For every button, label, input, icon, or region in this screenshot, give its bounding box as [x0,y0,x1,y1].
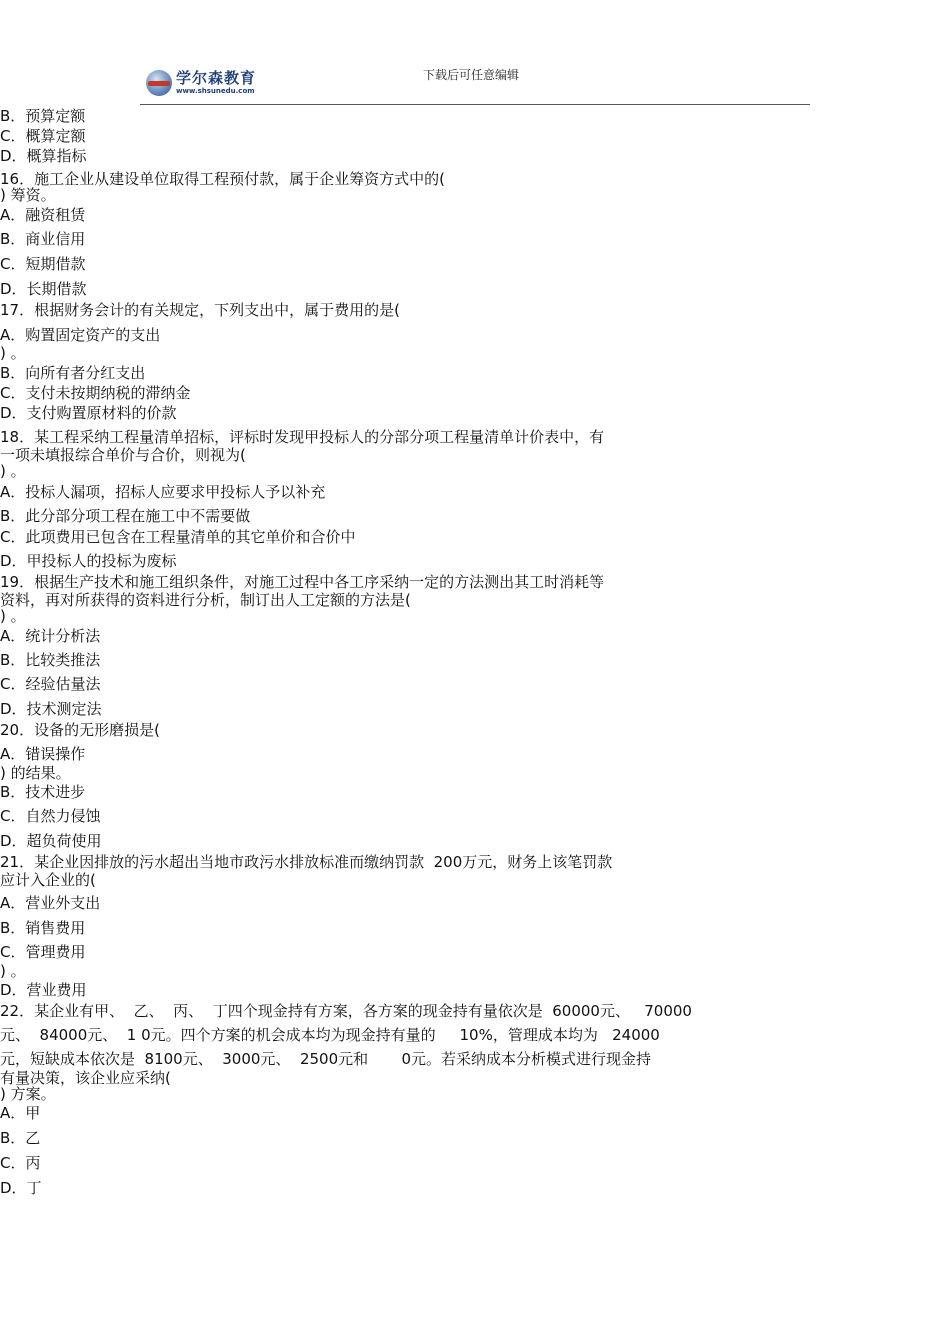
text-line: C．管理费用 [0,943,86,961]
text-line: C．丙 [0,1154,41,1172]
text-line: 18．某工程采纳工程量清单招标，评标时发现甲投标人的分部分项工程量清单计价表中，有 [0,428,605,446]
text-line: B．预算定额 [0,107,86,125]
text-line: ) 筹资。 [0,186,56,204]
text-line: C．短期借款 [0,255,86,273]
logo-name: 学尔森教育 [176,69,257,87]
logo-url: www.shsunedu.com [176,87,255,95]
text-line: 17．根据财务会计的有关规定，下列支出中，属于费用的是( [0,301,400,319]
text-line: ) 。 [0,462,26,480]
text-line: B．销售费用 [0,919,86,937]
text-line: 有量决策，该企业应采纳( [0,1069,171,1087]
text-line: D．技术测定法 [0,700,102,718]
text-line: C．自然力侵蚀 [0,807,101,825]
text-line: ) 方案。 [0,1085,56,1103]
text-line: B．商业信用 [0,230,86,248]
text-line: D．营业费用 [0,981,87,999]
text-line: A．投标人漏项，招标人应要求甲投标人予以补充 [0,483,326,501]
text-line: 元、 84000元、 1 0元。四个方案的机会成本均为现金持有量的 10%，管理成本均为 24000 [0,1026,660,1044]
text-line: 元，短缺成本依次是 8100元、 3000元、 2500元和 0元。若采纳成本分析模式进行现金持 [0,1050,652,1068]
text-line: D．超负荷使用 [0,832,102,850]
text-line: B．此分部分项工程在施工中不需要做 [0,507,251,525]
text-line: ) 。 [0,344,26,362]
text-line: 20．设备的无形磨损是( [0,721,160,739]
text-line: 21．某企业因排放的污水超出当地市政污水排放标准而缴纳罚款 200万元，财务上该笔罚款 [0,853,613,871]
text-line: 应计入企业的( [0,871,96,889]
text-line: D．概算指标 [0,147,87,165]
text-line: B．乙 [0,1129,41,1147]
text-line: D．长期借款 [0,280,87,298]
text-line: 22．某企业有甲、 乙、 丙、 丁四个现金持有方案，各方案的现金持有量依次是 60000元、 70000 [0,1002,692,1020]
text-line: D．甲投标人的投标为废标 [0,552,177,570]
text-line: B．比较类推法 [0,651,101,669]
text-line: C．此项费用已包含在工程量清单的其它单价和合价中 [0,528,356,546]
text-line: 16．施工企业从建设单位取得工程预付款，属于企业筹资方式中的( [0,170,445,188]
text-line: A．融资租赁 [0,206,86,224]
text-line: B．向所有者分红支出 [0,364,146,382]
globe-logo-icon [146,70,172,96]
text-line: C．经验估量法 [0,675,101,693]
text-line: 一项未填报综合单价与合价，则视为( [0,446,246,464]
text-line: A．错误操作 [0,745,86,763]
text-line: 资料，再对所获得的资料进行分析，制订出人工定额的方法是( [0,591,411,609]
text-line: A．统计分析法 [0,627,101,645]
header-note: 下载后可任意编辑 [423,68,520,82]
logo [146,66,256,100]
text-line: C．概算定额 [0,127,86,145]
text-line: ) 的结果。 [0,764,71,782]
text-line: 19．根据生产技术和施工组织条件，对施工过程中各工序采纳一定的方法测出其工时消耗等 [0,573,605,591]
page-header [140,62,810,105]
text-line: ) 。 [0,607,26,625]
text-line: B．技术进步 [0,783,86,801]
text-line: A．购置固定资产的支出 [0,326,161,344]
text-line: A．甲 [0,1104,41,1122]
text-line: A．营业外支出 [0,894,101,912]
text-line: C．支付未按期纳税的滞纳金 [0,384,191,402]
text-line: D．丁 [0,1179,42,1197]
text-line: D．支付购置原材料的价款 [0,404,177,422]
text-line: ) 。 [0,962,26,980]
